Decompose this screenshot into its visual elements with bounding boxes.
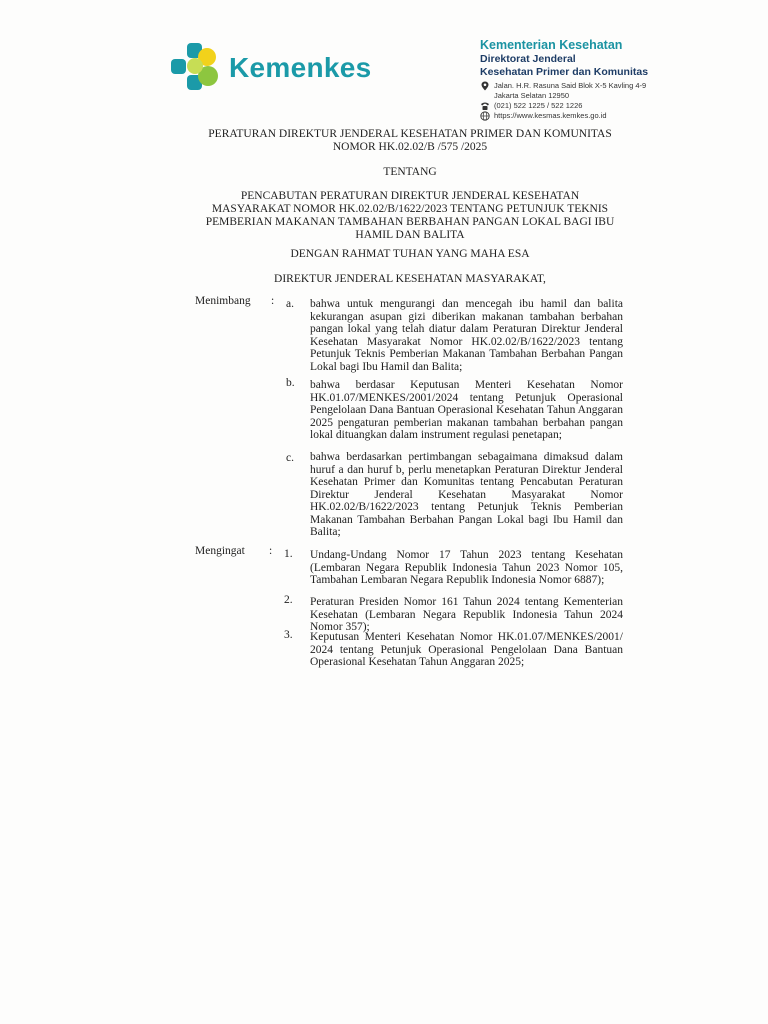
location-pin-icon — [480, 81, 490, 91]
menimbang-mark-b: b. — [286, 377, 295, 389]
menimbang-item-a: bahwa untuk mengurangi dan mencegah ibu hamil dan balita kekurangan asupan gizi diberikan makanan tambahan berbahan pangan lokal yang telah diatur dalam Peraturan Direktur Jenderal Kesehatan Masyarakat Nomor HK.02.02/B/1622/2023 tentang Petunjuk Teknis Pemberian Makanan Tambahan Berbahan Pangan Lokal bagi Ibu Hamil dan Balita; — [310, 298, 623, 373]
rahmat-line: DENGAN RAHMAT TUHAN YANG MAHA ESA — [290, 248, 530, 260]
phone-number: (021) 522 1225 / 522 1226 — [494, 101, 583, 110]
menimbang-label: Menimbang — [195, 295, 251, 307]
address-line1: Jalan. H.R. Rasuna Said Blok X-5 Kavling 4-9 — [494, 81, 647, 90]
regulation-subject — [180, 190, 640, 242]
menimbang-mark-a: a. — [286, 298, 294, 310]
address-line2: Jakarta Selatan 12950 — [494, 91, 570, 100]
mengingat-item-1: Undang-Undang Nomor 17 Tahun 2023 tentang Kesehatan (Lembaran Negara Republik Indonesia Tahun 2023 Nomor 105, Tambahan Lembaran Negara Republik Indonesia Nomor 6887); — [310, 549, 623, 586]
mengingat-item-2: Peraturan Presiden Nomor 161 Tahun 2024 tentang Kementerian Kesehatan (Lembaran Negara Republik Indonesia Tahun 2024 Nomor 357); — [310, 596, 623, 633]
regulation-title — [180, 128, 640, 154]
menimbang-colon: : — [271, 295, 275, 307]
subject-line4: HAMIL DAN BALITA — [355, 229, 465, 241]
phone-icon — [480, 101, 490, 111]
mengingat-mark-2: 2. — [284, 594, 293, 606]
subject-line3: PEMBERIAN MAKANAN TAMBAHAN BERBAHAN PANGAN LOKAL BAGI IBU — [205, 216, 615, 228]
mengingat-label: Mengingat — [195, 545, 245, 557]
website-url: https://www.kesmas.kemkes.go.id — [494, 111, 607, 120]
mengingat-mark-3: 3. — [284, 629, 293, 641]
kemenkes-logo-icon — [170, 42, 220, 92]
directorate-line2: Kesehatan Primer dan Komunitas — [480, 66, 649, 78]
logo-text: Kemenkes — [229, 52, 372, 83]
title-line1: PERATURAN DIREKTUR JENDERAL KESEHATAN PRIMER DAN KOMUNITAS — [208, 128, 612, 140]
mengingat-colon: : — [269, 545, 273, 557]
directorate-line1: Direktorat Jenderal — [480, 53, 576, 65]
mengingat-item-3: Keputusan Menteri Kesehatan Nomor HK.01.07/MENKES/2001/ 2024 tentang Petunjuk Operasional Pengelolaan Dana Bantuan Operasional Kesehatan Tahun Anggaran 2025; — [310, 631, 623, 668]
institution-block — [480, 38, 648, 79]
menimbang-item-c: bahwa berdasarkan pertimbangan sebagaimana dimaksud dalam huruf a dan huruf b, perlu menetapkan Peraturan Direktur Jenderal Kesehatan Primer dan Komunitas tentang Pencabutan Peraturan Direktur Jenderal Kesehatan Masyarakat Nomor HK.02.02/B/1622/2023 tentang Petunjuk Teknis Pemberian Makanan Tambahan Berbahan Pangan Lokal bagi Ibu Hamil dan Balita; — [310, 451, 623, 538]
contact-block — [480, 81, 646, 121]
direktur-line: DIREKTUR JENDERAL KESEHATAN MASYARAKAT, — [274, 273, 546, 285]
subject-line1: PENCABUTAN PERATURAN DIREKTUR JENDERAL KESEHATAN — [240, 190, 580, 202]
mengingat-mark-1: 1. — [284, 548, 293, 560]
menimbang-item-b: bahwa berdasar Keputusan Menteri Kesehatan Nomor HK.01.07/MENKES/2001/2024 tentang Petunjuk Operasional Pengelolaan Dana Bantuan Operasional Kesehatan Tahun Anggaran 2025 pengaturan pemberian makanan tambahan berbahan pangan lokal dituangkan dalam instrument regulasi penetapan; — [310, 379, 623, 441]
menimbang-mark-c: c. — [286, 452, 294, 464]
title-number: NOMOR HK.02.02/B /575 /2025 — [332, 141, 488, 153]
subject-line2: MASYARAKAT NOMOR HK.02.02/B/1622/2023 TENTANG PETUNJUK TEKNIS — [211, 203, 609, 215]
institution-name: Kementerian Kesehatan — [480, 38, 623, 52]
globe-icon — [480, 111, 490, 121]
tentang-heading: TENTANG — [383, 166, 437, 178]
